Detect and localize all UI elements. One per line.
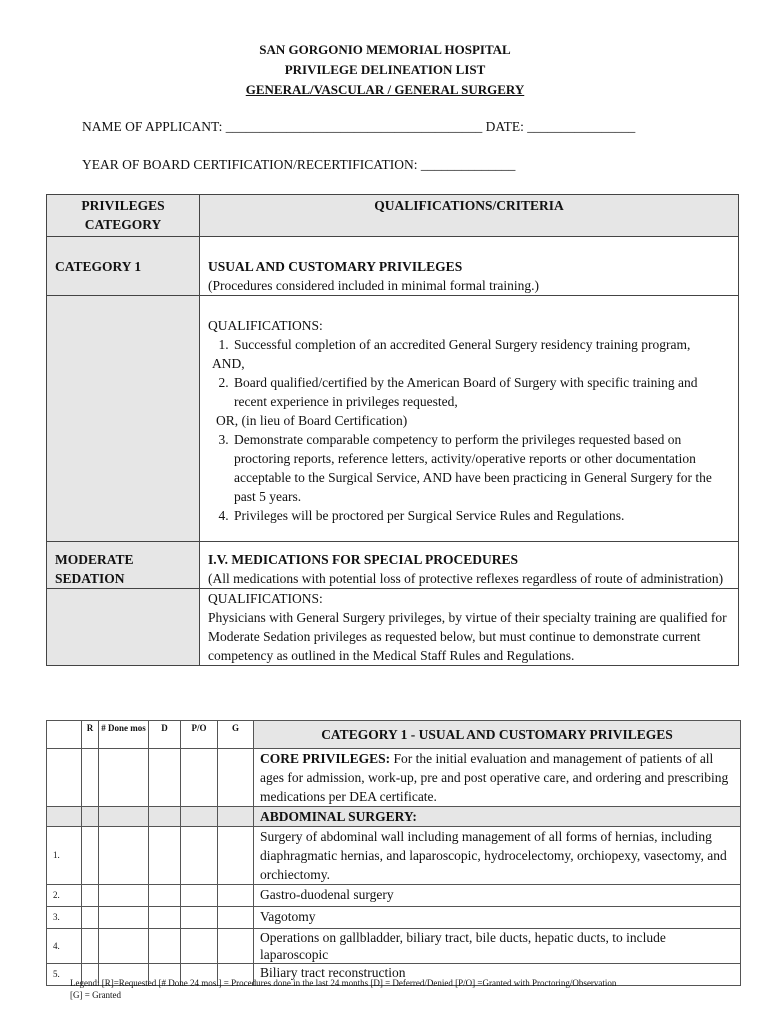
- row-2-checkbox-d[interactable]: [149, 885, 181, 907]
- row-3-checkbox-r[interactable]: [82, 907, 99, 929]
- moderate-sedation-description: [200, 542, 739, 589]
- privilege-description: Operations on gallbladder, biliary tract, bile ducts, hepatic ducts, to include laparoscopic: [254, 929, 741, 964]
- row-2-checkbox-po[interactable]: [181, 885, 218, 907]
- core-privileges-label: CORE PRIVILEGES:: [260, 751, 391, 766]
- specialty-title: GENERAL/VASCULAR / GENERAL SURGERY: [245, 82, 525, 97]
- core-checkbox-g[interactable]: [218, 749, 254, 807]
- privilege-description: Surgery of abdominal wall including management of all forms of hernias, including diaphragmatic hernias, and laparoscopic, hydrocelectomy, orchiopexy, vasectomy, and orchiectomy.: [254, 827, 741, 885]
- row-3-checkbox-done[interactable]: [99, 907, 149, 929]
- row-3-checkbox-d[interactable]: [149, 907, 181, 929]
- header-blank-cell: [47, 721, 82, 749]
- row-number: 2.: [47, 885, 82, 907]
- core-checkbox-d[interactable]: [149, 749, 181, 807]
- category-1-qualifications: [200, 296, 739, 542]
- moderate-sedation-blank-cell: [47, 589, 200, 666]
- row-4-checkbox-po[interactable]: [181, 929, 218, 964]
- privilege-description: Gastro-duodenal surgery: [254, 885, 741, 907]
- qualification-item-1: 1. Successful completion of an accredited General Surgery residency training program,: [232, 335, 732, 354]
- row-4-checkbox-d[interactable]: [149, 929, 181, 964]
- row-4-checkbox-r[interactable]: [82, 929, 99, 964]
- qualifications-heading: QUALIFICATIONS:: [208, 318, 323, 333]
- qualification-item-4: 4. Privileges will be proctored per Surgical Service Rules and Regulations.: [232, 506, 732, 525]
- qualification-item-2: 2. Board qualified/certified by the American Board of Surgery with specific training and recent experience in privileges requested,: [232, 373, 732, 411]
- col-deferred-header: D: [149, 721, 181, 749]
- qualification-or: OR, (in lieu of Board Certification): [216, 413, 408, 428]
- row-3-checkbox-po[interactable]: [181, 907, 218, 929]
- legend-line-1: Legend: [R]=Requested [# Done 24 mos.] = Procedures done in the last 24 months [D] = Deferred/Denied [P/O] =Granted with Proctoring/Observation: [70, 978, 617, 988]
- row-2-checkbox-r[interactable]: [82, 885, 99, 907]
- row-1-checkbox-po[interactable]: [181, 827, 218, 885]
- moderate-sedation-title: I.V. MEDICATIONS FOR SPECIAL PROCEDURES: [208, 552, 519, 567]
- core-privileges-cell: [254, 749, 741, 807]
- core-privileges-text: For the initial evaluation and management of patients of all ages for admission, work-up, pre and post operative care, and ordering and prescribing medications per DEA certificate.: [260, 751, 729, 804]
- col-done-header: # Done mos: [99, 721, 149, 749]
- core-checkbox-po[interactable]: [181, 749, 218, 807]
- core-checkbox-r[interactable]: [82, 749, 99, 807]
- row-number: 5.: [47, 964, 82, 986]
- legend: [70, 977, 616, 1001]
- qualifications-criteria-header: QUALIFICATIONS/CRITERIA: [200, 195, 739, 237]
- row-3-checkbox-g[interactable]: [218, 907, 254, 929]
- abdominal-surgery-title: ABDOMINAL SURGERY:: [254, 807, 741, 827]
- core-checkbox-done[interactable]: [99, 749, 149, 807]
- col-requested-header: R: [82, 721, 99, 749]
- category-1-section-title: CATEGORY 1 - USUAL AND CUSTOMARY PRIVILEGES: [254, 721, 741, 749]
- privilege-description: Biliary tract reconstruction: [254, 964, 741, 986]
- privileges-request-table: [46, 720, 741, 986]
- row-number: 4.: [47, 929, 82, 964]
- row-1-checkbox-r[interactable]: [82, 827, 99, 885]
- moderate-sedation-label: MODERATE SEDATION: [47, 542, 200, 589]
- qualification-and: AND,: [212, 356, 245, 371]
- row-number: 1.: [47, 827, 82, 885]
- row-number: 3.: [47, 907, 82, 929]
- row-2-checkbox-g[interactable]: [218, 885, 254, 907]
- category-1-label: CATEGORY 1: [47, 237, 200, 296]
- moderate-sedation-subtitle: (All medications with potential loss of protective reflexes regardless of route of administration): [208, 571, 724, 586]
- moderate-sedation-qual-heading: QUALIFICATIONS:: [208, 591, 323, 606]
- applicant-name-line[interactable]: NAME OF APPLICANT: ______________________________________ DATE: ________________: [82, 119, 636, 134]
- row-1-checkbox-done[interactable]: [99, 827, 149, 885]
- category-1-description: [200, 237, 739, 296]
- row-1-checkbox-d[interactable]: [149, 827, 181, 885]
- row-4-checkbox-done[interactable]: [99, 929, 149, 964]
- category-1-title: USUAL AND CUSTOMARY PRIVILEGES: [208, 259, 463, 274]
- hospital-name: SAN GORGONIO MEMORIAL HOSPITAL: [259, 42, 511, 57]
- list-title: PRIVILEGE DELINEATION LIST: [284, 62, 486, 77]
- moderate-sedation-qualifications: [200, 589, 739, 666]
- moderate-sedation-qual-text: Physicians with General Surgery privileges, by virtue of their specialty training are qualified for Moderate Sedation privileges as requested below, but must continue to demonstrate current competency as outlined in the Medical Staff Rules and Regulations.: [208, 610, 727, 663]
- category-1-blank-cell: [47, 296, 200, 542]
- row-2-checkbox-done[interactable]: [99, 885, 149, 907]
- row-1-checkbox-g[interactable]: [218, 827, 254, 885]
- row-4-checkbox-g[interactable]: [218, 929, 254, 964]
- board-certification-line[interactable]: YEAR OF BOARD CERTIFICATION/RECERTIFICATION: ______________: [82, 157, 516, 172]
- col-granted-header: G: [218, 721, 254, 749]
- privileges-category-header: PRIVILEGES CATEGORY: [47, 195, 200, 237]
- qualifications-table: [46, 194, 739, 666]
- category-1-subtitle: (Procedures considered included in minimal formal training.): [208, 278, 540, 293]
- legend-line-2: [G] = Granted: [70, 990, 122, 1000]
- qualification-item-3: 3. Demonstrate comparable competency to perform the privileges requested based on proctoring reports, reference letters, activity/operative reports or other documentation acceptable to the Surgical Service, AND have been practicing in General Surgery for the past 5 years.: [232, 430, 732, 506]
- privilege-description: Vagotomy: [254, 907, 741, 929]
- col-proctoring-header: P/O: [181, 721, 218, 749]
